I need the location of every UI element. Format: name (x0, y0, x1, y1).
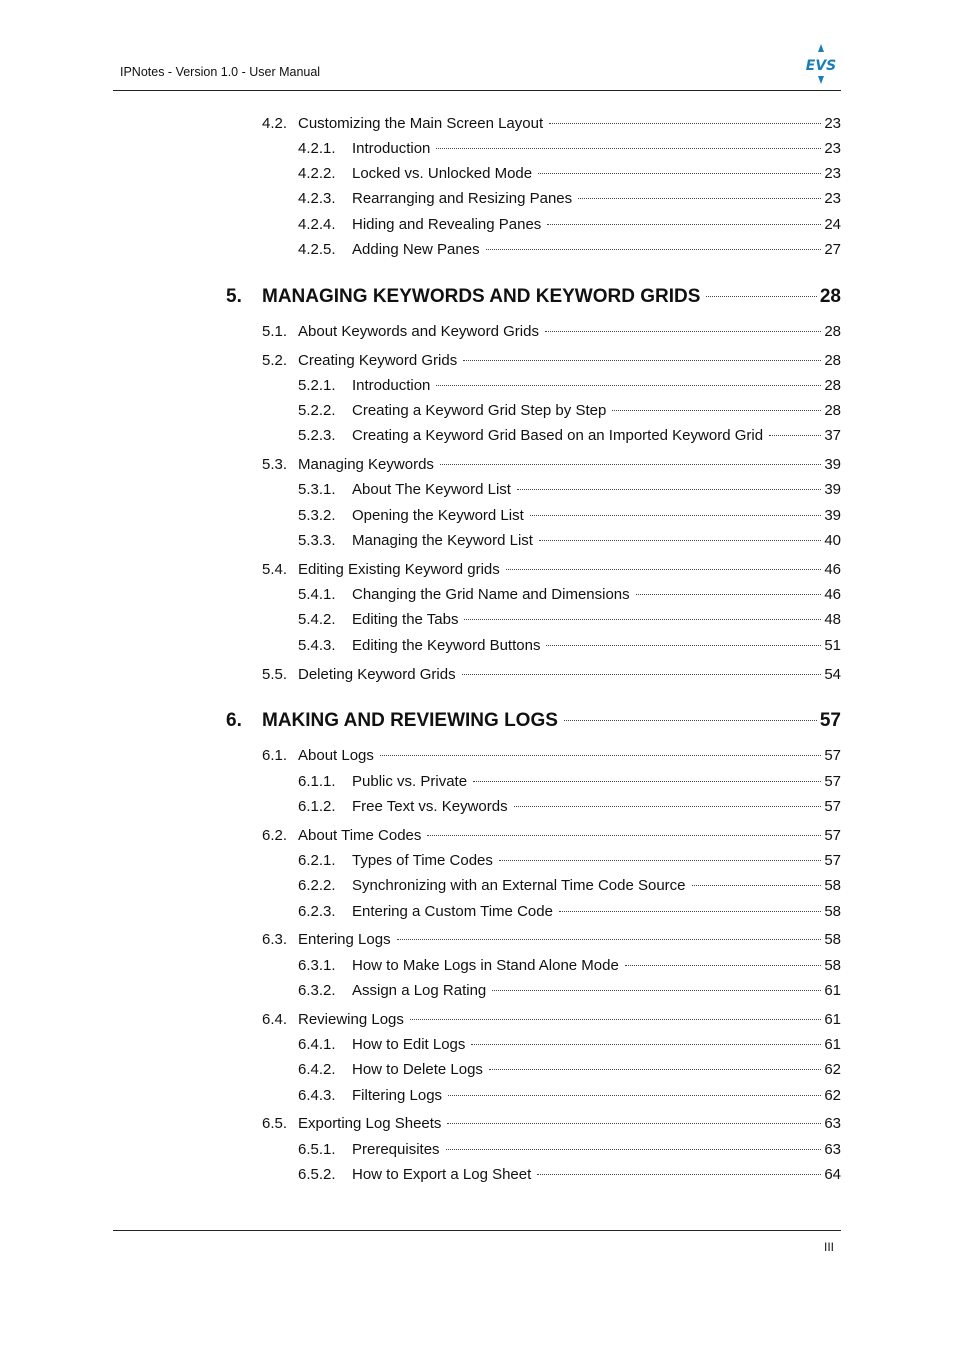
toc-leader-dots (547, 223, 821, 225)
toc-entry-title: How to Make Logs in Stand Alone Mode (352, 957, 619, 974)
toc-entry-number: 5.4.3. (298, 637, 336, 654)
toc-leader-dots (471, 1043, 821, 1045)
toc-entry[interactable] (262, 455, 841, 475)
toc-entry[interactable] (298, 376, 841, 396)
toc-entry-number: 6.3.2. (298, 982, 336, 999)
toc-chapter-page: 28 (819, 286, 841, 307)
toc-entry-page: 57 (824, 773, 841, 790)
toc-entry-title: Free Text vs. Keywords (352, 798, 508, 815)
toc-entry-page: 58 (824, 903, 841, 920)
toc-entry[interactable] (298, 610, 841, 630)
toc-entry-page: 51 (824, 637, 841, 654)
toc-entry-title: Deleting Keyword Grids (298, 666, 456, 683)
toc-entry[interactable] (298, 506, 841, 526)
toc-entry-title: About Logs (298, 747, 374, 764)
toc-entry-number: 4.2.5. (298, 241, 336, 258)
toc-entry-number: 6.3. (262, 931, 288, 948)
toc-leader-dots (440, 463, 821, 465)
toc-entry-title: How to Delete Logs (352, 1061, 483, 1078)
toc-entry[interactable] (262, 351, 841, 371)
toc-leader-dots (530, 514, 822, 516)
toc-entry-number: 6.4. (262, 1011, 288, 1028)
toc-leader-dots (625, 964, 821, 966)
toc-leader-dots (549, 122, 821, 124)
toc-leader-dots (636, 593, 822, 595)
toc-entry[interactable] (298, 531, 841, 551)
toc-entry[interactable] (298, 1060, 841, 1080)
toc-entry-number: 5.1. (262, 323, 288, 340)
toc-entry-number: 4.2.3. (298, 190, 336, 207)
toc-entry-title: Changing the Grid Name and Dimensions (352, 586, 630, 603)
toc-entry-page: 54 (824, 666, 841, 683)
evs-logo (804, 44, 838, 84)
toc-entry-number: 4.2. (262, 115, 288, 132)
toc-entry-number: 6.1.2. (298, 798, 336, 815)
toc-leader-dots (706, 295, 816, 297)
toc-entry-page: 62 (824, 1087, 841, 1104)
toc-entry[interactable] (298, 1086, 841, 1106)
toc-entry-number: 4.2.2. (298, 165, 336, 182)
toc-entry[interactable] (298, 902, 841, 922)
toc-entry-page: 63 (824, 1141, 841, 1158)
toc-entry-number: 5.2. (262, 352, 288, 369)
toc-entry-number: 5.2.2. (298, 402, 336, 419)
toc-entry[interactable] (298, 876, 841, 896)
toc-entry-page: 28 (824, 402, 841, 419)
toc-entry-title: Managing the Keyword List (352, 532, 533, 549)
toc-leader-dots (464, 618, 821, 620)
toc-entry-number: 6.4.1. (298, 1036, 336, 1053)
toc-entry-page: 39 (824, 481, 841, 498)
toc-leader-dots (546, 644, 821, 646)
toc-entry-title: Entering a Custom Time Code (352, 903, 553, 920)
toc-entry[interactable] (298, 139, 841, 159)
toc-chapter-title: MANAGING KEYWORDS AND KEYWORD GRIDS (262, 286, 701, 307)
toc-entry-title: Editing the Keyword Buttons (352, 637, 541, 654)
toc-entry-number: 5.4.2. (298, 611, 336, 628)
toc-entry-title: Editing Existing Keyword grids (298, 561, 500, 578)
toc-leader-dots (517, 488, 821, 490)
toc-entry-number: 5.4.1. (298, 586, 336, 603)
toc-entry-page: 61 (824, 1036, 841, 1053)
toc-chapter[interactable] (226, 709, 841, 733)
toc-entry-page: 57 (824, 827, 841, 844)
toc-entry-page: 61 (824, 1011, 841, 1028)
toc-entry-page: 58 (824, 931, 841, 948)
toc-entry-page: 23 (824, 165, 841, 182)
toc-leader-dots (514, 805, 822, 807)
toc-entry[interactable] (262, 746, 841, 766)
toc-entry-title: About The Keyword List (352, 481, 511, 498)
toc-entry-page: 27 (824, 241, 841, 258)
toc-entry-title: Adding New Panes (352, 241, 480, 258)
toc-leader-dots (506, 568, 822, 570)
toc-entry-number: 5.3.2. (298, 507, 336, 524)
toc-entry-number: 6.4.2. (298, 1061, 336, 1078)
toc-entry[interactable] (262, 1114, 841, 1134)
toc-entry-page: 28 (824, 352, 841, 369)
toc-entry[interactable] (262, 826, 841, 846)
toc-entry[interactable] (262, 322, 841, 342)
toc-leader-dots (612, 409, 821, 411)
toc-entry[interactable] (262, 665, 841, 685)
toc-entry-page: 39 (824, 456, 841, 473)
toc-leader-dots (463, 359, 821, 361)
toc-leader-dots (545, 330, 821, 332)
toc-entry-number: 4.2.1. (298, 140, 336, 157)
toc-entry-number: 6.2.3. (298, 903, 336, 920)
toc-entry[interactable] (298, 585, 841, 605)
toc-entry[interactable] (298, 240, 841, 260)
footer-rule (113, 1230, 841, 1231)
toc-leader-dots (410, 1018, 821, 1020)
toc-entry-title: Introduction (352, 377, 431, 394)
toc-entry-page: 40 (824, 532, 841, 549)
toc-entry-page: 61 (824, 982, 841, 999)
toc-entry[interactable] (262, 930, 841, 950)
toc-entry-title: Creating a Keyword Grid Based on an Imported Keyword Grid (352, 427, 764, 444)
toc-entry-page: 48 (824, 611, 841, 628)
toc-entry[interactable] (298, 215, 841, 235)
toc-entry[interactable] (262, 560, 841, 580)
toc-entry-number: 6.2. (262, 827, 288, 844)
toc-entry-page: 28 (824, 323, 841, 340)
toc-entry-title: Assign a Log Rating (352, 982, 487, 999)
toc-entry-number: 6.2.2. (298, 877, 336, 894)
toc-entry-title: About Time Codes (298, 827, 422, 844)
toc-entry-title: How to Export a Log Sheet (352, 1166, 532, 1183)
toc-entry-page: 46 (824, 586, 841, 603)
toc-entry-page: 58 (824, 877, 841, 894)
toc-leader-dots (427, 834, 821, 836)
toc-entry[interactable] (298, 956, 841, 976)
toc-leader-dots (492, 989, 821, 991)
toc-entry-number: 4.2.4. (298, 216, 336, 233)
header-title: IPNotes - Version 1.0 - User Manual (120, 65, 321, 79)
toc-leader-dots (447, 1122, 821, 1124)
toc-entry[interactable] (298, 1035, 841, 1055)
toc-leader-dots (473, 780, 821, 782)
toc-entry-title: Public vs. Private (352, 773, 468, 790)
toc-leader-dots (692, 884, 822, 886)
toc-entry[interactable] (298, 772, 841, 792)
toc-entry-page: 23 (824, 115, 841, 132)
toc-leader-dots (446, 1148, 822, 1150)
toc-chapter-title: MAKING AND REVIEWING LOGS (262, 710, 558, 731)
toc-entry-number: 5.5. (262, 666, 288, 683)
toc-entry-number: 5.3.3. (298, 532, 336, 549)
toc-leader-dots (397, 938, 822, 940)
toc-entry-page: 46 (824, 561, 841, 578)
toc-entry-number: 6.5. (262, 1115, 288, 1132)
toc-entry-page: 37 (824, 427, 841, 444)
toc-entry-number: 5.2.1. (298, 377, 336, 394)
toc-entry-title: Types of Time Codes (352, 852, 493, 869)
toc-entry-title: Entering Logs (298, 931, 391, 948)
toc-entry[interactable] (298, 426, 841, 446)
toc-entry[interactable] (298, 636, 841, 656)
toc-entry-number: 6.5.2. (298, 1166, 336, 1183)
toc-entry-title: Prerequisites (352, 1141, 440, 1158)
toc-leader-dots (448, 1094, 821, 1096)
toc-leader-dots (499, 859, 821, 861)
toc-entry-title: Creating a Keyword Grid Step by Step (352, 402, 607, 419)
toc-entry-title: Opening the Keyword List (352, 507, 524, 524)
toc-leader-dots (538, 172, 821, 174)
toc-entry-page: 64 (824, 1166, 841, 1183)
toc-entry-title: About Keywords and Keyword Grids (298, 323, 539, 340)
toc-leader-dots (462, 673, 822, 675)
toc-entry-title: How to Edit Logs (352, 1036, 466, 1053)
toc-entry[interactable] (298, 1165, 841, 1185)
toc-entry-page: 62 (824, 1061, 841, 1078)
toc-entry-number: 5.4. (262, 561, 288, 578)
toc-entry-title: Reviewing Logs (298, 1011, 404, 1028)
toc-entry-page: 24 (824, 216, 841, 233)
toc-entry-page: 23 (824, 190, 841, 207)
toc-chapter-number: 5. (226, 286, 242, 307)
page-number: III (823, 1240, 834, 1254)
toc-entry-page: 57 (824, 798, 841, 815)
toc-entry-title: Rearranging and Resizing Panes (352, 190, 573, 207)
toc-entry-title: Managing Keywords (298, 456, 434, 473)
toc-entry-title: Locked vs. Unlocked Mode (352, 165, 533, 182)
toc-entry-page: 23 (824, 140, 841, 157)
toc-leader-dots (436, 384, 821, 386)
toc-entry-page: 28 (824, 377, 841, 394)
toc-entry-number: 6.1. (262, 747, 288, 764)
toc-entry[interactable] (298, 189, 841, 209)
toc-entry-title: Customizing the Main Screen Layout (298, 115, 544, 132)
toc-leader-dots (769, 434, 821, 436)
toc-leader-dots (564, 719, 817, 721)
toc-leader-dots (436, 147, 821, 149)
toc-entry[interactable] (298, 797, 841, 817)
toc-entry[interactable] (298, 1140, 841, 1160)
toc-entry-title: Filtering Logs (352, 1087, 443, 1104)
toc-entry-page: 57 (824, 852, 841, 869)
toc-entry-title: Hiding and Revealing Panes (352, 216, 542, 233)
toc-entry-page: 58 (824, 957, 841, 974)
toc-leader-dots (539, 539, 821, 541)
toc-entry[interactable] (298, 401, 841, 421)
toc-leader-dots (559, 910, 821, 912)
svg-text:EVS: EVS (805, 58, 837, 74)
toc-entry-number: 6.4.3. (298, 1087, 336, 1104)
toc-entry-number: 6.3.1. (298, 957, 336, 974)
toc-leader-dots (489, 1068, 821, 1070)
toc-entry-page: 63 (824, 1115, 841, 1132)
header-rule (113, 90, 841, 91)
toc-entry-number: 6.1.1. (298, 773, 336, 790)
toc-entry-number: 6.5.1. (298, 1141, 336, 1158)
toc-entry-title: Synchronizing with an External Time Code Source (352, 877, 686, 894)
toc-entry-title: Exporting Log Sheets (298, 1115, 442, 1132)
toc-entry-number: 5.2.3. (298, 427, 336, 444)
toc-entry[interactable] (298, 480, 841, 500)
toc-entry-title: Creating Keyword Grids (298, 352, 458, 369)
toc-entry[interactable] (298, 851, 841, 871)
toc-entry-number: 5.3.1. (298, 481, 336, 498)
toc-chapter-page: 57 (819, 710, 841, 731)
toc-leader-dots (486, 248, 822, 250)
toc-entry-number: 5.3. (262, 456, 288, 473)
toc-entry[interactable] (298, 981, 841, 1001)
toc-entry-title: Introduction (352, 140, 431, 157)
toc-entry-number: 6.2.1. (298, 852, 336, 869)
toc-chapter-number: 6. (226, 710, 242, 731)
toc-entry[interactable] (298, 164, 841, 184)
toc-entry[interactable] (262, 1010, 841, 1030)
toc-chapter[interactable] (226, 285, 841, 309)
toc-leader-dots (537, 1173, 821, 1175)
toc-entry-page: 39 (824, 507, 841, 524)
toc-entry-title: Editing the Tabs (352, 611, 459, 628)
toc-leader-dots (578, 197, 821, 199)
toc-leader-dots (380, 754, 821, 756)
toc-entry-page: 57 (824, 747, 841, 764)
toc-entry[interactable] (262, 114, 841, 134)
